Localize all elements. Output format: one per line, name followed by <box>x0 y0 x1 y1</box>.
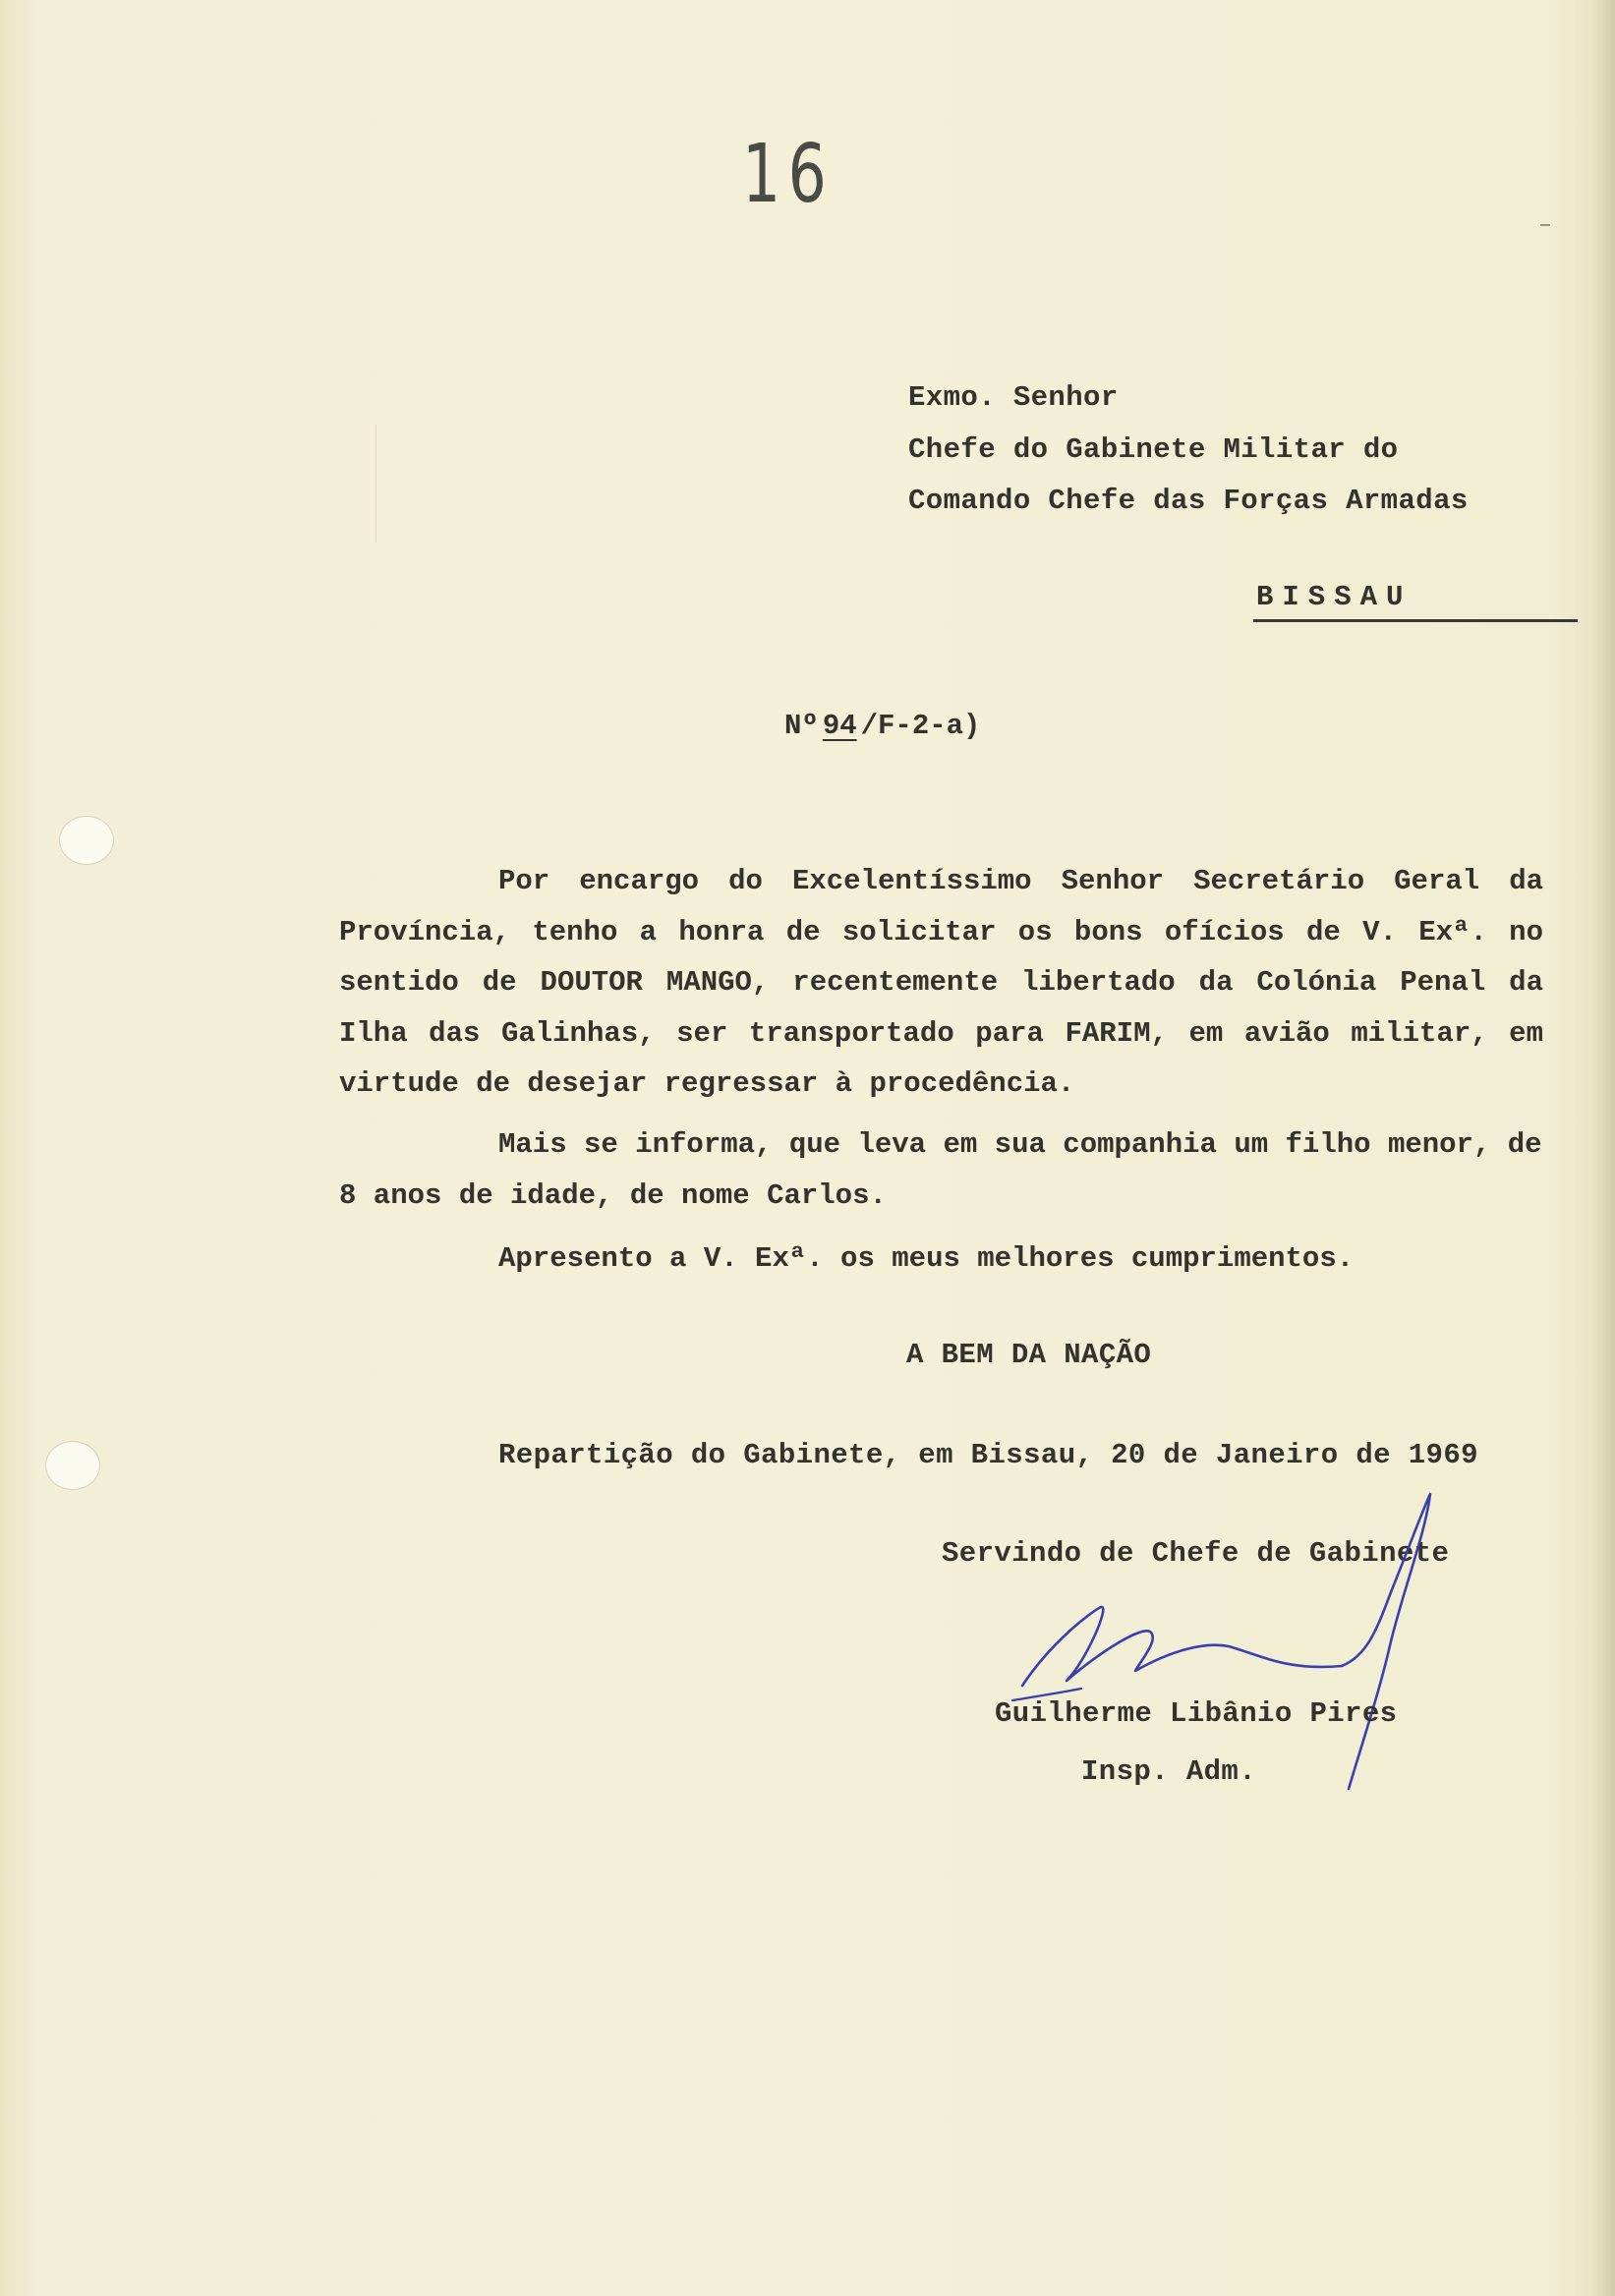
recipient-city: BISSAU <box>1256 581 1413 613</box>
reference-number <box>784 710 980 742</box>
paper-crease <box>375 425 376 543</box>
reference-number-value: 94 <box>822 710 857 742</box>
recipient-title: Chefe do Gabinete Militar do <box>908 433 1399 466</box>
handwritten-page-number: 16 <box>742 128 835 221</box>
city-underline <box>1253 619 1578 622</box>
signer-role: Servindo de Chefe de Gabinete <box>942 1537 1450 1570</box>
closing-formula: A BEM DA NAÇÃO <box>906 1339 1152 1371</box>
body-paragraph-3: Apresento a V. Exª. os meus melhores cumprimentos. <box>498 1242 1355 1275</box>
recipient-salutation: Exmo. Senhor <box>908 381 1119 414</box>
signer-title: Insp. Adm. <box>1081 1755 1257 1788</box>
recipient-organization: Comando Chefe das Forças Armadas <box>908 485 1469 517</box>
dateline: Repartição do Gabinete, em Bissau, 20 de Janeiro de 1969 <box>498 1439 1478 1471</box>
reference-prefix: Nº <box>784 710 819 742</box>
signer-name: Guilherme Libânio Pires <box>995 1697 1398 1730</box>
punch-hole <box>59 816 114 865</box>
margin-mark <box>1540 224 1550 226</box>
punch-hole <box>45 1441 100 1490</box>
body-paragraph-1: Por encargo do Excelentíssimo Senhor Secretário Geral da Província, tenho a honra de solicitar os bons ofícios de V. Exª. no sentido de DOUTOR MANGO, recentemente libertado da Colónia Penal da Ilha das Galinhas, ser transportado para FARIM, em avião militar, em virtude de desejar regressar à procedência. <box>339 865 1543 1100</box>
paper-edge-shadow <box>1591 0 1615 2296</box>
reference-suffix: /F-2-a) <box>860 710 981 742</box>
body-paragraph-2: Mais se informa, que leva em sua companhia um filho menor, de 8 anos de idade, de nome Carlos. <box>339 1128 1542 1212</box>
